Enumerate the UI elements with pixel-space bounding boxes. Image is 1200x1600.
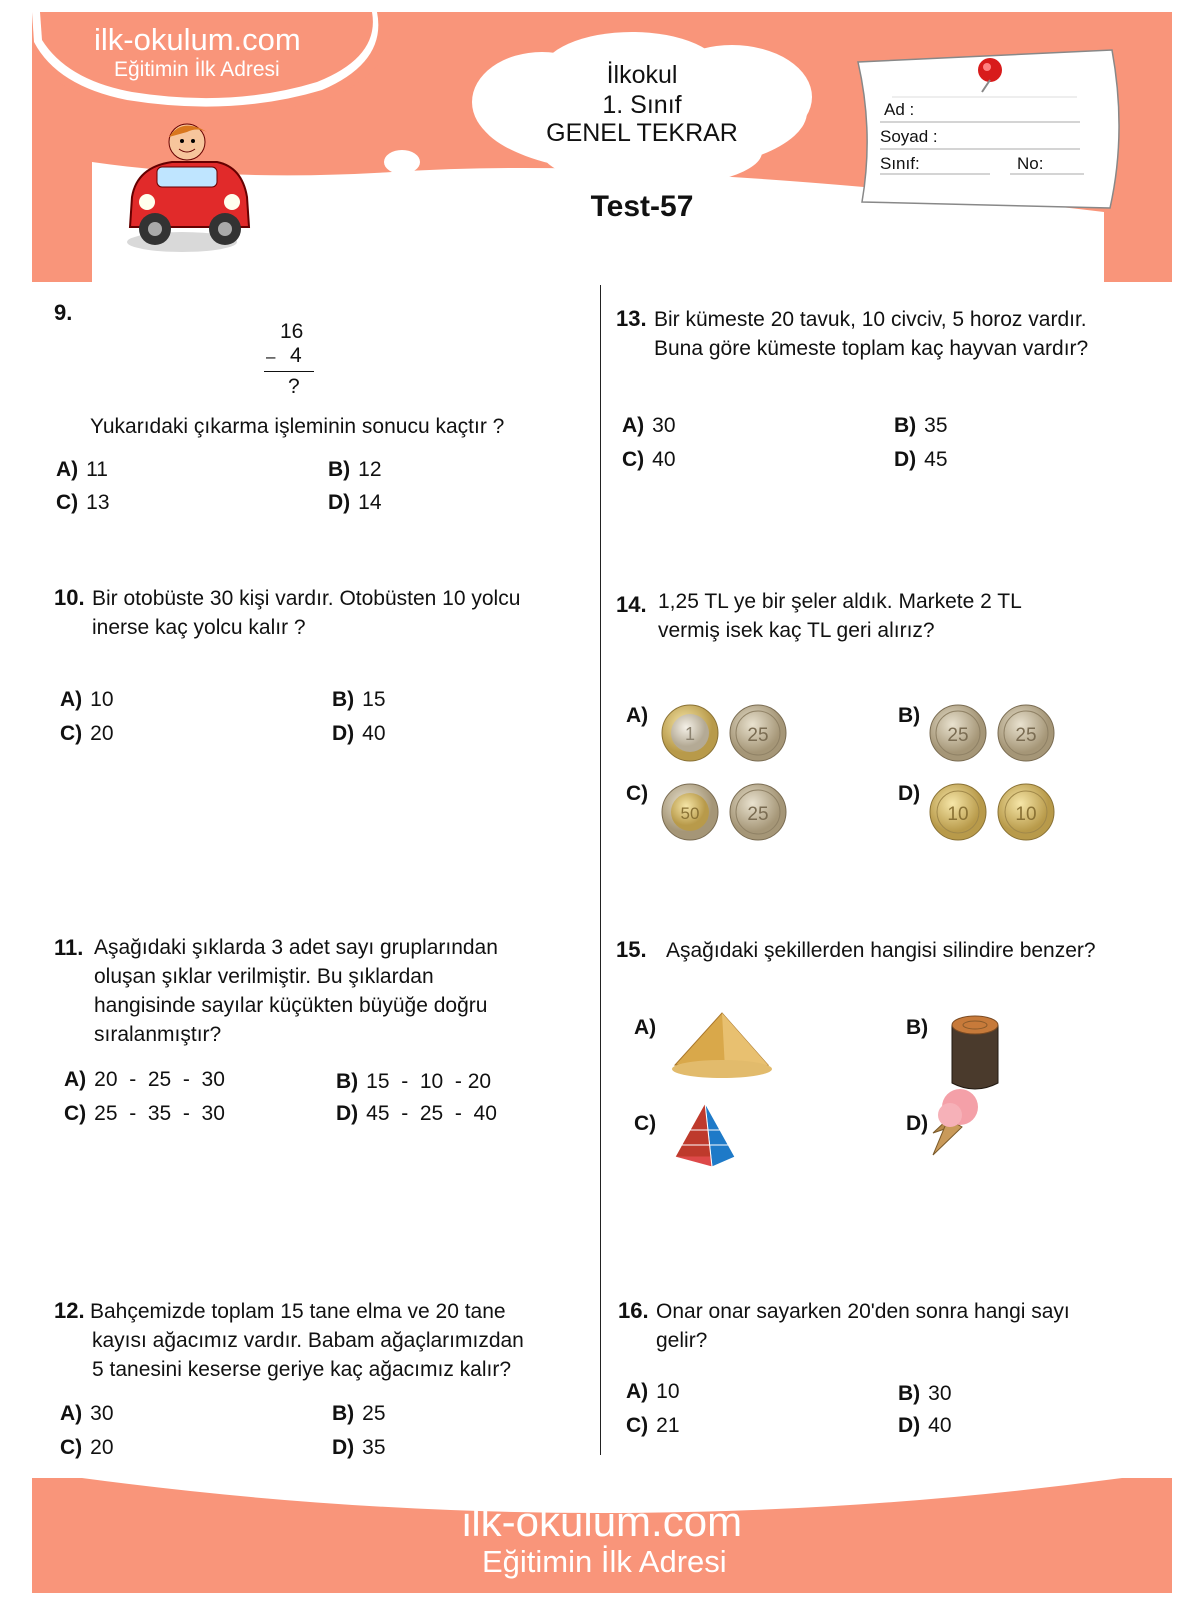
q14-option-a[interactable]: A): [626, 704, 649, 727]
q9-option-b[interactable]: B) 12: [328, 458, 382, 481]
svg-text:25: 25: [747, 725, 769, 746]
q15-option-b[interactable]: B): [906, 1016, 929, 1039]
svg-text:25: 25: [747, 804, 769, 825]
q13-option-b[interactable]: B) 35: [894, 414, 948, 437]
footer-site-name[interactable]: ilk-okulum.com: [462, 1498, 743, 1545]
q14-coins: [660, 700, 1140, 850]
q11-option-c[interactable]: C) 25 - 35 - 30: [64, 1102, 225, 1125]
test-title: Test-57: [590, 190, 694, 223]
q11-option-a[interactable]: A) 20 - 25 - 30: [64, 1068, 225, 1091]
q15-shapes: [670, 1005, 1020, 1190]
q16-option-c[interactable]: C) 21: [626, 1414, 680, 1437]
coin-25-kurus-icon: [730, 784, 786, 840]
q9-op-result: ?: [288, 375, 300, 398]
q16-number: 16.: [618, 1298, 649, 1323]
q14-line-2: vermiş isek kaç TL geri alırız?: [658, 619, 935, 642]
q15-number: 15.: [616, 937, 647, 962]
q12-option-b[interactable]: B) 25: [332, 1402, 386, 1425]
q9-option-a[interactable]: A) 11: [56, 458, 108, 481]
footer-slogan: Eğitimin İlk Adresi: [482, 1544, 727, 1579]
svg-text:10: 10: [1015, 804, 1037, 825]
q10-line-1: Bir otobüste 30 kişi vardır. Otobüsten 10 yolcu: [92, 587, 521, 610]
header-site-name: ilk-okulum.com: [94, 22, 301, 57]
coin-10-kurus-icon: [998, 784, 1054, 840]
q9-op-minus: –: [266, 347, 276, 366]
q10-option-b[interactable]: B) 15: [332, 688, 386, 711]
page-footer: [32, 1478, 1172, 1593]
q10-option-c[interactable]: C) 20: [60, 722, 114, 745]
coin-10-kurus-icon: [930, 784, 986, 840]
svg-text:50: 50: [680, 804, 700, 823]
coin-50-kurus-icon: [662, 784, 718, 840]
q11-number: 11.: [54, 935, 84, 960]
q15-option-c[interactable]: C): [634, 1112, 657, 1135]
q12-number: 12.: [54, 1298, 85, 1323]
q13-number: 13.: [616, 306, 647, 331]
svg-text:25: 25: [947, 725, 969, 746]
q14-number: 14.: [616, 592, 647, 617]
q14-line-1: 1,25 TL ye bir şeler aldık. Markete 2 TL: [658, 590, 1022, 613]
svg-text:10: 10: [947, 804, 969, 825]
q15-option-a[interactable]: A): [634, 1016, 657, 1039]
q12-option-a[interactable]: A) 30: [60, 1402, 114, 1425]
column-divider: [600, 285, 601, 1455]
q16-option-b[interactable]: B) 30: [898, 1382, 952, 1405]
q16-option-d[interactable]: D) 40: [898, 1414, 952, 1437]
school-level: İlkokul: [606, 61, 678, 89]
svg-text:25: 25: [1015, 725, 1037, 746]
q12-line-3: 5 tanesini keserse geriye kaç ağacımız kalır?: [92, 1358, 512, 1381]
q9-number: 9.: [54, 300, 73, 325]
q10-line-2: inerse kaç yolcu kalır ?: [92, 616, 306, 639]
q9-text: Yukarıdaki çıkarma işleminin sonucu kaçtır ?: [90, 415, 505, 438]
ice-cream-cone-icon: [933, 1089, 978, 1155]
q15-text: Aşağıdaki şekillerden hangisi silindire benzer?: [666, 939, 1096, 962]
sand-pyramid-icon: [672, 1013, 772, 1078]
q11-option-d[interactable]: D) 45 - 25 - 40: [336, 1102, 497, 1125]
header-slogan: Eğitimin İlk Adresi: [114, 58, 280, 81]
q13-line-1: Bir kümeste 20 tavuk, 10 civciv, 5 horoz vardır.: [654, 308, 1087, 331]
number-label: No:: [1017, 154, 1044, 173]
q10-number: 10.: [54, 585, 85, 610]
q9-op-bottom: 4: [290, 344, 302, 367]
q9-option-c[interactable]: C) 13: [56, 491, 110, 514]
q9-op-top: 16: [280, 320, 304, 343]
q9-op-line: [264, 371, 314, 372]
coin-25-kurus-icon: [730, 705, 786, 761]
coin-1-tl-icon: [662, 705, 718, 761]
svg-text:1: 1: [684, 724, 696, 744]
wooden-log-cylinder-icon: [952, 1016, 998, 1089]
q11-option-b[interactable]: B) 15 - 10 - 20: [336, 1070, 492, 1093]
q9-option-d[interactable]: D) 14: [328, 491, 382, 514]
q16-line-2: gelir?: [656, 1329, 708, 1352]
surname-label: Soyad :: [880, 127, 938, 146]
q11-line-4: sıralanmıştır?: [94, 1023, 222, 1046]
q16-line-1: Onar onar sayarken 20'den sonra hangi sayı: [656, 1300, 1070, 1323]
coin-25-kurus-icon: [930, 705, 986, 761]
q14-option-d[interactable]: D): [898, 782, 921, 805]
q11-line-1: Aşağıdaki şıklarda 3 adet sayı gruplarından: [94, 936, 498, 959]
q16-option-a[interactable]: A) 10: [626, 1380, 680, 1403]
q13-option-a[interactable]: A) 30: [622, 414, 676, 437]
q10-option-a[interactable]: A) 10: [60, 688, 114, 711]
q14-option-b[interactable]: B): [898, 704, 921, 727]
q12-line-2: kayısı ağacımız vardır. Babam ağaçlarımızdan: [92, 1329, 524, 1352]
q12-option-c[interactable]: C) 20: [60, 1436, 114, 1459]
grade: 1. Sınıf: [602, 91, 682, 119]
q12-option-d[interactable]: D) 35: [332, 1436, 386, 1459]
subject-title: GENEL TEKRAR: [546, 119, 738, 147]
q15-option-d[interactable]: D): [906, 1112, 929, 1135]
coin-25-kurus-icon: [998, 705, 1054, 761]
pyramid-puzzle-icon: [675, 1103, 735, 1167]
name-label: Ad :: [884, 100, 915, 119]
q14-option-c[interactable]: C): [626, 782, 649, 805]
q13-option-c[interactable]: C) 40: [622, 448, 676, 471]
page-header: [32, 12, 1172, 282]
q10-option-d[interactable]: D) 40: [332, 722, 386, 745]
q13-line-2: Buna göre kümeste toplam kaç hayvan vardır?: [654, 337, 1089, 360]
q11-line-2: oluşan şıklar verilmiştir. Bu şıklardan: [94, 965, 434, 988]
class-label: Sınıf:: [880, 154, 920, 173]
q13-option-d[interactable]: D) 45: [894, 448, 948, 471]
q11-line-3: hangisinde sayılar küçükten büyüğe doğru: [94, 994, 488, 1017]
q12-line-1: Bahçemizde toplam 15 tane elma ve 20 tane: [90, 1300, 506, 1323]
